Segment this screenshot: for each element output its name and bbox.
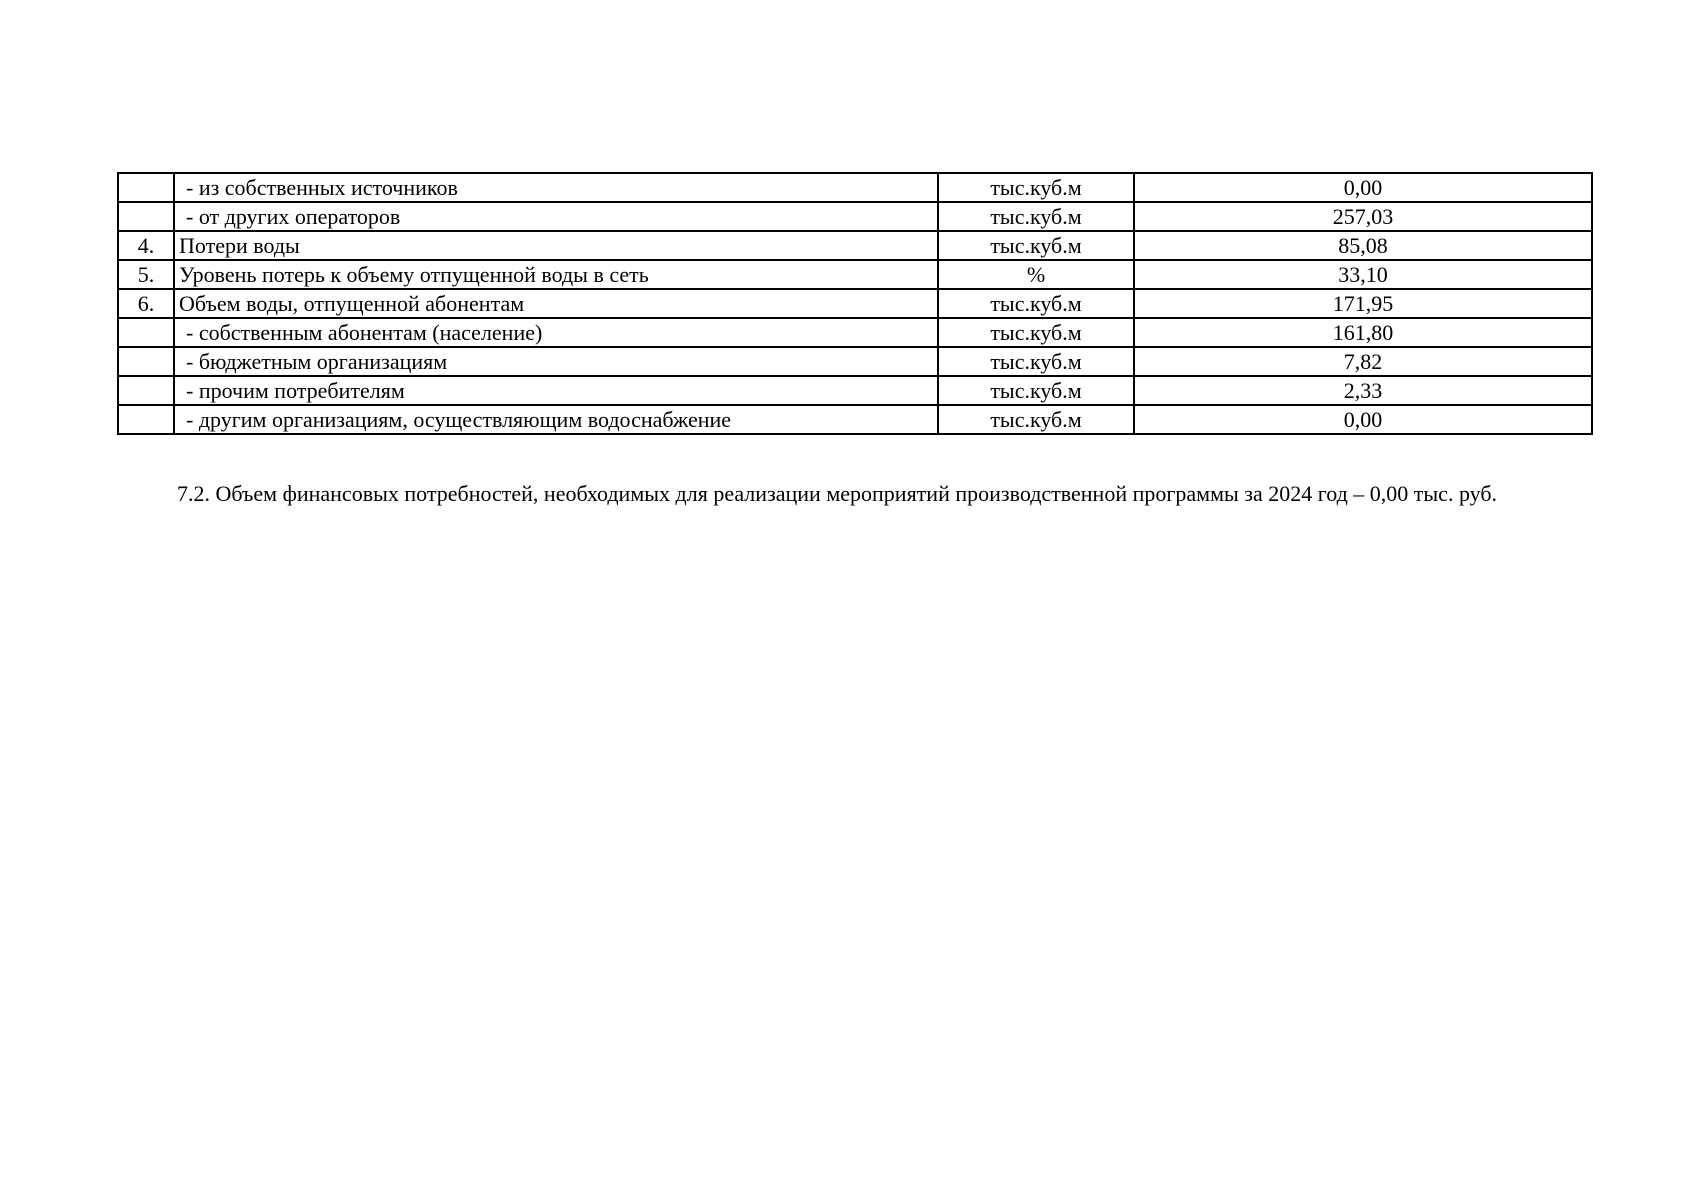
row-unit: тыс.куб.м <box>938 231 1134 260</box>
table-row <box>118 405 1592 434</box>
row-value: 0,00 <box>1134 405 1592 434</box>
row-unit: тыс.куб.м <box>938 289 1134 318</box>
row-value: 0,00 <box>1134 173 1592 202</box>
row-number <box>118 347 174 376</box>
row-number <box>118 405 174 434</box>
row-value: 161,80 <box>1134 318 1592 347</box>
row-indicator-name: Уровень потерь к объему отпущенной воды в сеть <box>174 260 938 289</box>
row-indicator-name: Объем воды, отпущенной абонентам <box>174 289 938 318</box>
row-value: 7,82 <box>1134 347 1592 376</box>
row-number <box>118 376 174 405</box>
row-number: 5. <box>118 260 174 289</box>
row-value: 33,10 <box>1134 260 1592 289</box>
row-value: 85,08 <box>1134 231 1592 260</box>
row-unit: тыс.куб.м <box>938 347 1134 376</box>
row-indicator-name: - от других операторов <box>174 202 938 231</box>
row-indicator-name: Потери воды <box>174 231 938 260</box>
row-number: 6. <box>118 289 174 318</box>
row-unit: тыс.куб.м <box>938 376 1134 405</box>
table-row <box>118 202 1592 231</box>
indicators-table <box>117 172 1593 435</box>
row-number <box>118 173 174 202</box>
row-value: 2,33 <box>1134 376 1592 405</box>
row-unit: тыс.куб.м <box>938 318 1134 347</box>
table-row <box>118 173 1592 202</box>
row-unit: тыс.куб.м <box>938 173 1134 202</box>
table-row <box>118 347 1592 376</box>
row-unit: % <box>938 260 1134 289</box>
row-value: 171,95 <box>1134 289 1592 318</box>
row-unit: тыс.куб.м <box>938 405 1134 434</box>
row-number <box>118 318 174 347</box>
row-indicator-name: - бюджетным организациям <box>174 347 938 376</box>
row-number: 4. <box>118 231 174 260</box>
row-number <box>118 202 174 231</box>
row-value: 257,03 <box>1134 202 1592 231</box>
row-indicator-name: - из собственных источников <box>174 173 938 202</box>
table-row <box>118 289 1592 318</box>
row-indicator-name: - собственным абонентам (население) <box>174 318 938 347</box>
table-row <box>118 260 1592 289</box>
row-indicator-name: - прочим потребителям <box>174 376 938 405</box>
table-row <box>118 376 1592 405</box>
row-indicator-name: - другим организациям, осуществляющим водоснабжение <box>174 405 938 434</box>
table-row <box>118 231 1592 260</box>
row-unit: тыс.куб.м <box>938 202 1134 231</box>
table-row <box>118 318 1592 347</box>
financial-needs-paragraph: 7.2. Объем финансовых потребностей, необходимых для реализации мероприятий производственной программы за 2024 год – 0,00 тыс. руб. <box>177 481 1498 506</box>
